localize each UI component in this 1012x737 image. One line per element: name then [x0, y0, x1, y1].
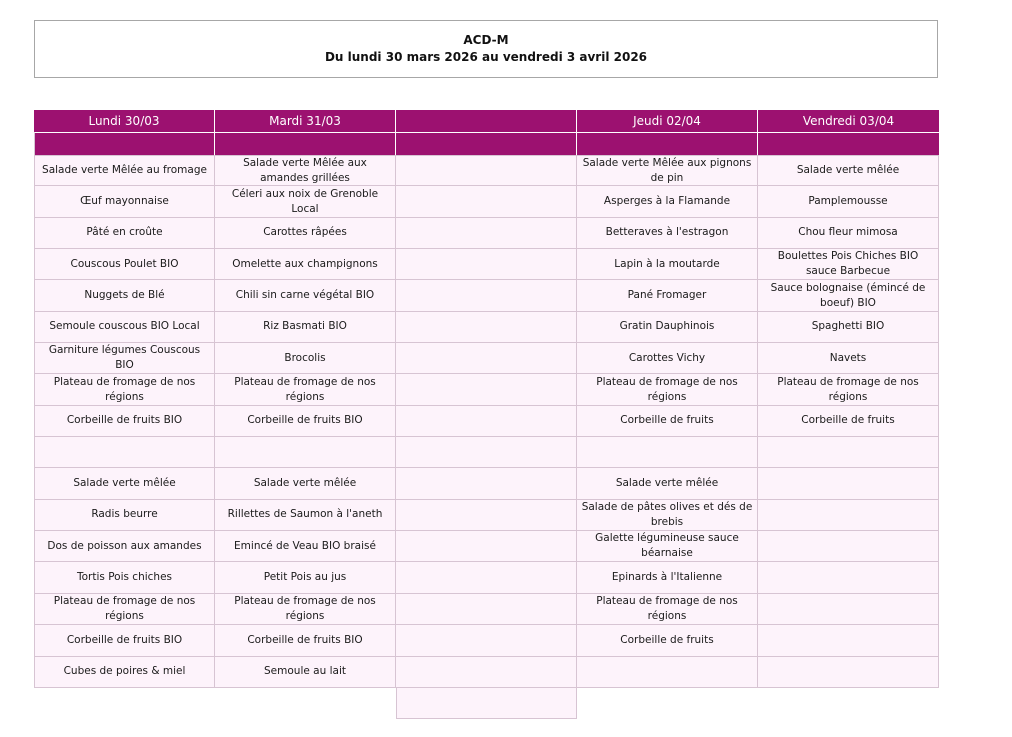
menu-cell: Salade de pâtes olives et dés de brebis [577, 500, 758, 531]
menu-header [34, 20, 938, 78]
menu-cell [396, 594, 577, 625]
menu-cell [396, 657, 577, 688]
menu-cell [396, 218, 577, 249]
menu-cell: Corbeille de fruits BIO [215, 406, 396, 437]
subheader-cell [758, 132, 939, 155]
menu-cell [396, 249, 577, 280]
menu-cell: Salade verte mêlée [34, 468, 215, 499]
menu-cell: Plateau de fromage de nos régions [577, 594, 758, 625]
menu-cell: Lapin à la moutarde [577, 249, 758, 280]
menu-cell: Salade verte mêlée [758, 155, 939, 186]
subheader-cell [215, 132, 396, 155]
menu-cell: Boulettes Pois Chiches BIO sauce Barbecue [758, 249, 939, 280]
menu-cell: Plateau de fromage de nos régions [215, 594, 396, 625]
menu-cell: Garniture légumes Couscous BIO [34, 343, 215, 374]
menu-cell: Corbeille de fruits BIO [215, 625, 396, 656]
menu-cell: Petit Pois au jus [215, 562, 396, 593]
menu-cell [396, 155, 577, 186]
menu-cell [758, 437, 939, 468]
grid-spacer [34, 688, 215, 719]
menu-title: ACD-M [463, 33, 509, 47]
menu-cell: Plateau de fromage de nos régions [577, 374, 758, 405]
menu-cell [758, 468, 939, 499]
menu-cell: Couscous Poulet BIO [34, 249, 215, 280]
menu-cell: Céleri aux noix de Grenoble Local [215, 186, 396, 217]
menu-cell: Brocolis [215, 343, 396, 374]
menu-cell: Œuf mayonnaise [34, 186, 215, 217]
menu-cell: Asperges à la Flamande [577, 186, 758, 217]
menu-table [34, 110, 939, 718]
menu-cell [396, 625, 577, 656]
menu-cell [758, 531, 939, 562]
menu-cell: Emincé de Veau BIO braisé [215, 531, 396, 562]
menu-cell [215, 437, 396, 468]
menu-cell [396, 500, 577, 531]
menu-cell: Riz Basmati BIO [215, 312, 396, 343]
subheader-cell [577, 132, 758, 155]
menu-cell: Corbeille de fruits [758, 406, 939, 437]
menu-cell [34, 437, 215, 468]
menu-cell [758, 625, 939, 656]
menu-cell [396, 562, 577, 593]
menu-cell: Plateau de fromage de nos régions [758, 374, 939, 405]
day-header: Mardi 31/03 [215, 110, 396, 132]
menu-cell: Semoule couscous BIO Local [34, 312, 215, 343]
day-header: Lundi 30/03 [34, 110, 215, 132]
menu-cell: Corbeille de fruits BIO [34, 625, 215, 656]
menu-cell: Navets [758, 343, 939, 374]
menu-cell: Cubes de poires & miel [34, 657, 215, 688]
menu-cell [758, 657, 939, 688]
menu-cell [758, 594, 939, 625]
menu-cell: Nuggets de Blé [34, 280, 215, 311]
grid-spacer [758, 688, 939, 719]
grid-spacer [577, 688, 758, 719]
menu-cell: Galette légumineuse sauce béarnaise [577, 531, 758, 562]
menu-cell [396, 437, 577, 468]
menu-cell: Plateau de fromage de nos régions [215, 374, 396, 405]
menu-cell: Carottes Vichy [577, 343, 758, 374]
menu-cell: Spaghetti BIO [758, 312, 939, 343]
menu-cell: Plateau de fromage de nos régions [34, 594, 215, 625]
menu-cell: Salade verte Mêlée aux pignons de pin [577, 155, 758, 186]
menu-cell: Chili sin carne végétal BIO [215, 280, 396, 311]
menu-cell: Corbeille de fruits [577, 406, 758, 437]
grid-spacer [215, 688, 396, 719]
menu-cell: Rillettes de Saumon à l'aneth [215, 500, 396, 531]
menu-cell: Gratin Dauphinois [577, 312, 758, 343]
menu-cell: Dos de poisson aux amandes [34, 531, 215, 562]
menu-cell: Corbeille de fruits [577, 625, 758, 656]
menu-cell: Pâté en croûte [34, 218, 215, 249]
menu-cell: Tortis Pois chiches [34, 562, 215, 593]
menu-cell [396, 468, 577, 499]
menu-cell [396, 374, 577, 405]
menu-cell: Betteraves à l'estragon [577, 218, 758, 249]
day-header: Vendredi 03/04 [758, 110, 939, 132]
menu-cell: Salade verte mêlée [215, 468, 396, 499]
menu-cell: Salade verte Mêlée au fromage [34, 155, 215, 186]
menu-cell-tail [396, 688, 577, 719]
menu-cell [396, 531, 577, 562]
day-header [396, 110, 577, 132]
menu-date-range: Du lundi 30 mars 2026 au vendredi 3 avril 2026 [324, 50, 648, 64]
day-header: Jeudi 02/04 [577, 110, 758, 132]
menu-cell [758, 500, 939, 531]
menu-cell: Epinards à l'Italienne [577, 562, 758, 593]
menu-cell [758, 562, 939, 593]
menu-cell [396, 280, 577, 311]
menu-cell: Omelette aux champignons [215, 249, 396, 280]
subheader-cell [34, 132, 215, 155]
menu-cell [396, 312, 577, 343]
menu-cell [396, 406, 577, 437]
menu-cell: Carottes râpées [215, 218, 396, 249]
subheader-cell [396, 132, 577, 155]
menu-cell: Corbeille de fruits BIO [34, 406, 215, 437]
menu-cell [577, 437, 758, 468]
menu-cell [396, 343, 577, 374]
menu-cell: Chou fleur mimosa [758, 218, 939, 249]
menu-cell: Pané Fromager [577, 280, 758, 311]
menu-cell [577, 657, 758, 688]
menu-cell [396, 186, 577, 217]
menu-cell: Salade verte Mêlée aux amandes grillées [215, 155, 396, 186]
menu-cell: Plateau de fromage de nos régions [34, 374, 215, 405]
menu-cell: Semoule au lait [215, 657, 396, 688]
menu-cell: Salade verte mêlée [577, 468, 758, 499]
menu-cell: Radis beurre [34, 500, 215, 531]
menu-cell: Pamplemousse [758, 186, 939, 217]
menu-cell: Sauce bolognaise (émincé de boeuf) BIO [758, 280, 939, 311]
